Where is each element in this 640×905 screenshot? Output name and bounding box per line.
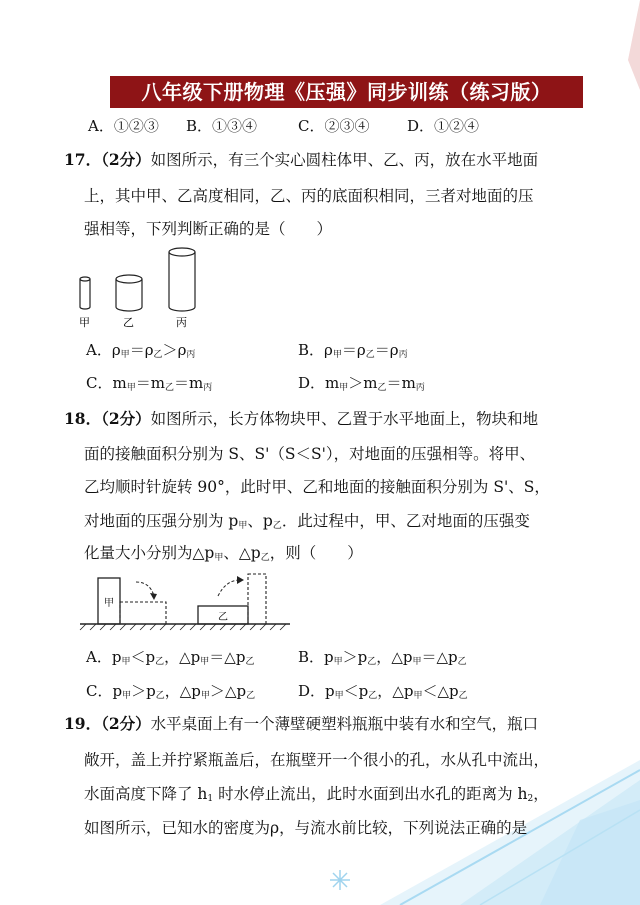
q18-label-yi: 乙 (218, 612, 228, 623)
q18-line5: 化量大小分别为$\triangle p_甲$、$\triangle p_乙$，则（ ） (84, 544, 363, 563)
prev-option-c: C．②③④ (298, 117, 370, 135)
snowflake-icon (330, 870, 350, 890)
q18-blocks-figure (78, 570, 293, 636)
q17-label-jia: 甲 (79, 316, 90, 329)
q17-cylinders-figure (72, 243, 202, 333)
q19-line3: 水面高度下降了 $h_1$ 时水停止流出，此时水面到出水孔的距离为 $h_2$， (84, 785, 549, 804)
q18-option-c: C．$p_甲>p_乙$，$\triangle p_甲>\triangle p_乙$ (86, 682, 256, 701)
prev-option-a: A．①②③ (88, 117, 159, 135)
q18-line4: 对地面的压强分别为 $p_甲$、$p_乙$．此过程中，甲、乙对地面的压强变 (84, 512, 530, 531)
q17-label-yi: 乙 (123, 316, 134, 329)
prev-option-b: B．①③④ (186, 117, 258, 135)
q17-line3: 强相等，下列判断正确的是（ ） (84, 220, 333, 238)
q17-label-bing: 丙 (176, 316, 187, 329)
q17-number: 17．（2分） (64, 150, 151, 169)
q18-label-jia: 甲 (104, 598, 114, 609)
q18-option-b: B．$p_甲>p_乙$，$\triangle p_甲=\triangle p_乙$ (298, 648, 467, 667)
q18-line2: 面的接触面积分别为 S、S'（S＜S'），对地面的压强相等。将甲、 (84, 445, 536, 463)
page-title-banner: 八年级下册物理《压强》同步训练（练习版） (110, 76, 583, 108)
q17-option-c: C．$m_甲=m_乙=m_丙$ (86, 374, 213, 393)
q19-line2: 敞开，盖上并拧紧瓶盖后，在瓶壁开一个很小的孔，水从孔中流出， (84, 751, 550, 769)
q18-number: 18．（2分） (64, 409, 151, 428)
q18-line1: 18．（2分）如图所示，长方体物块甲、乙置于水平地面上，物块和地 (64, 409, 539, 428)
q19-line1: 19．（2分）水平桌面上有一个薄壁硬塑料瓶瓶中装有水和空气，瓶口 (64, 714, 539, 733)
q19-line4: 如图所示，已知水的密度为ρ，与流水前比较，下列说法正确的是 (84, 819, 528, 837)
prev-option-d: D．①②④ (407, 117, 480, 135)
q17-line2: 上，其中甲、乙高度相同，乙、丙的底面积相同，三者对地面的压 (84, 187, 534, 205)
q17-option-b: B．$\rho_甲=\rho_乙=\rho_丙$ (298, 341, 408, 360)
q17-option-a: A．$\rho_甲=\rho_乙>\rho_丙$ (86, 341, 196, 360)
q19-number: 19．（2分） (64, 714, 151, 733)
q18-option-a: A．$p_甲<p_乙$，$\triangle p_甲=\triangle p_乙$ (86, 648, 255, 667)
q17-option-d: D．$m_甲>m_乙=m_丙$ (298, 374, 425, 393)
q18-option-d: D．$p_甲<p_乙$，$\triangle p_甲<\triangle p_乙$ (298, 682, 468, 701)
q18-line3: 乙均顺时针旋转 90°，此时甲、乙和地面的接触面积分别为 S'、S， (84, 478, 550, 496)
corner-decoration (600, 0, 640, 90)
q17-line1: 17．（2分）如图所示，有三个实心圆柱体甲、乙、丙，放在水平地面 (64, 150, 539, 169)
